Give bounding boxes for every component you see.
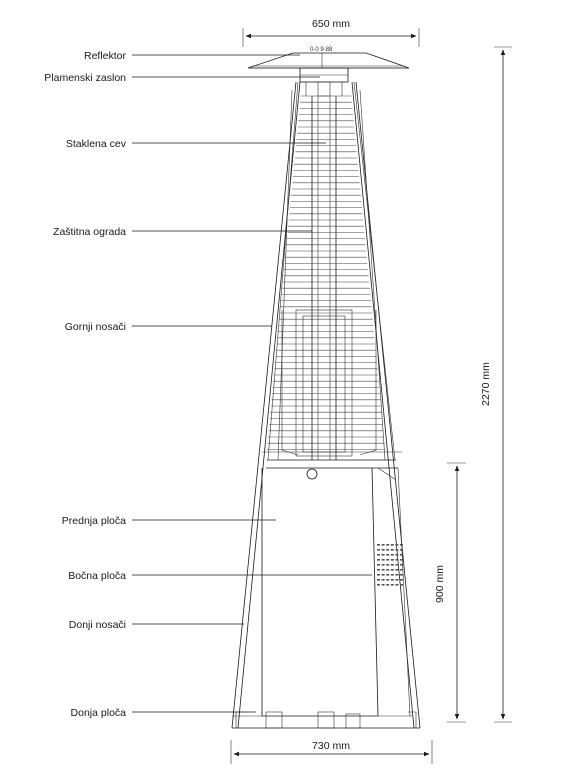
vent-slot [382, 569, 385, 571]
dim-2270-mm: 2270 mm [480, 362, 492, 406]
upper-brackets [282, 310, 376, 456]
frame-posts [232, 82, 420, 728]
label-plamenski-zaslon: Plamenski zaslon [44, 72, 126, 84]
dim-730-mm: 730 mm [312, 740, 350, 752]
vent-slot [395, 549, 398, 551]
flame-screen-shape [300, 68, 348, 96]
vent-slot [377, 584, 380, 586]
label-reflektor: Reflektor [83, 50, 126, 62]
vent-slot [391, 584, 394, 586]
vent-slot [386, 544, 389, 546]
vent-slot [391, 569, 394, 571]
vent-slot [395, 579, 398, 581]
dimension-lower-height [434, 463, 466, 722]
label-prednja-ploca: Prednja ploča [61, 515, 126, 527]
heater-illustration [232, 47, 420, 728]
vent-slot [377, 564, 380, 566]
vent-slot [395, 554, 398, 556]
dim-650-mm: 650 mm [312, 18, 350, 30]
vent-slot [382, 579, 385, 581]
vent-slot [382, 559, 385, 561]
vent-slot [395, 564, 398, 566]
vent-slot [382, 584, 385, 586]
vent-slot [377, 549, 380, 551]
vent-slot [382, 549, 385, 551]
vent-slot [391, 574, 394, 576]
vent-slot [377, 559, 380, 561]
vent-slot [377, 554, 380, 556]
vent-slot [400, 549, 403, 551]
vent-slot [386, 549, 389, 551]
dimension-top-width [243, 18, 419, 47]
vent-slot [386, 584, 389, 586]
vent-slot [400, 579, 403, 581]
vent-slot [382, 554, 385, 556]
side-panel-vents [377, 544, 403, 586]
glass-tube-shape [312, 96, 336, 460]
vent-slot [391, 554, 394, 556]
label-bocna-ploca: Bočna ploča [68, 570, 126, 582]
vent-slot [386, 569, 389, 571]
vent-slot [386, 564, 389, 566]
vent-slot [382, 564, 385, 566]
protective-grill [267, 96, 386, 449]
vent-slot [377, 544, 380, 546]
vent-slot [386, 554, 389, 556]
vent-slot [391, 549, 394, 551]
vent-slot [400, 569, 403, 571]
dim-900-mm: 900 mm [434, 565, 446, 603]
svg-text:0-0 9-88: 0-0 9-88 [310, 47, 333, 53]
callouts [44, 50, 372, 719]
label-staklena-cev: Staklena cev [65, 138, 126, 150]
vent-slot [395, 574, 398, 576]
dimension-total-height [480, 47, 512, 722]
reflector-shape [248, 47, 409, 68]
vent-slot [377, 579, 380, 581]
vent-slot [377, 574, 380, 576]
vent-slot [377, 569, 380, 571]
base-plate-shape [232, 712, 420, 728]
vent-slot [386, 559, 389, 561]
label-donji-nosaci: Donji nosači [68, 619, 126, 631]
vent-slot [395, 544, 398, 546]
vent-slot [382, 574, 385, 576]
vent-slot [386, 574, 389, 576]
vent-slot [391, 564, 394, 566]
vent-slot [391, 544, 394, 546]
label-gornji-nosaci: Gornji nosači [64, 321, 126, 333]
vent-slot [400, 584, 403, 586]
front-panel-shape [262, 468, 378, 716]
vent-slot [395, 569, 398, 571]
dimension-base-width [231, 740, 432, 764]
label-zastitna-ograda: Zaštitna ograda [53, 226, 126, 238]
vent-slot [386, 579, 389, 581]
vent-slot [400, 574, 403, 576]
vent-slot [400, 554, 403, 556]
vent-slot [391, 579, 394, 581]
vent-slot [395, 559, 398, 561]
vent-slot [391, 559, 394, 561]
label-donja-ploca: Donja ploča [70, 707, 126, 719]
vent-slot [395, 584, 398, 586]
vent-slot [382, 544, 385, 546]
